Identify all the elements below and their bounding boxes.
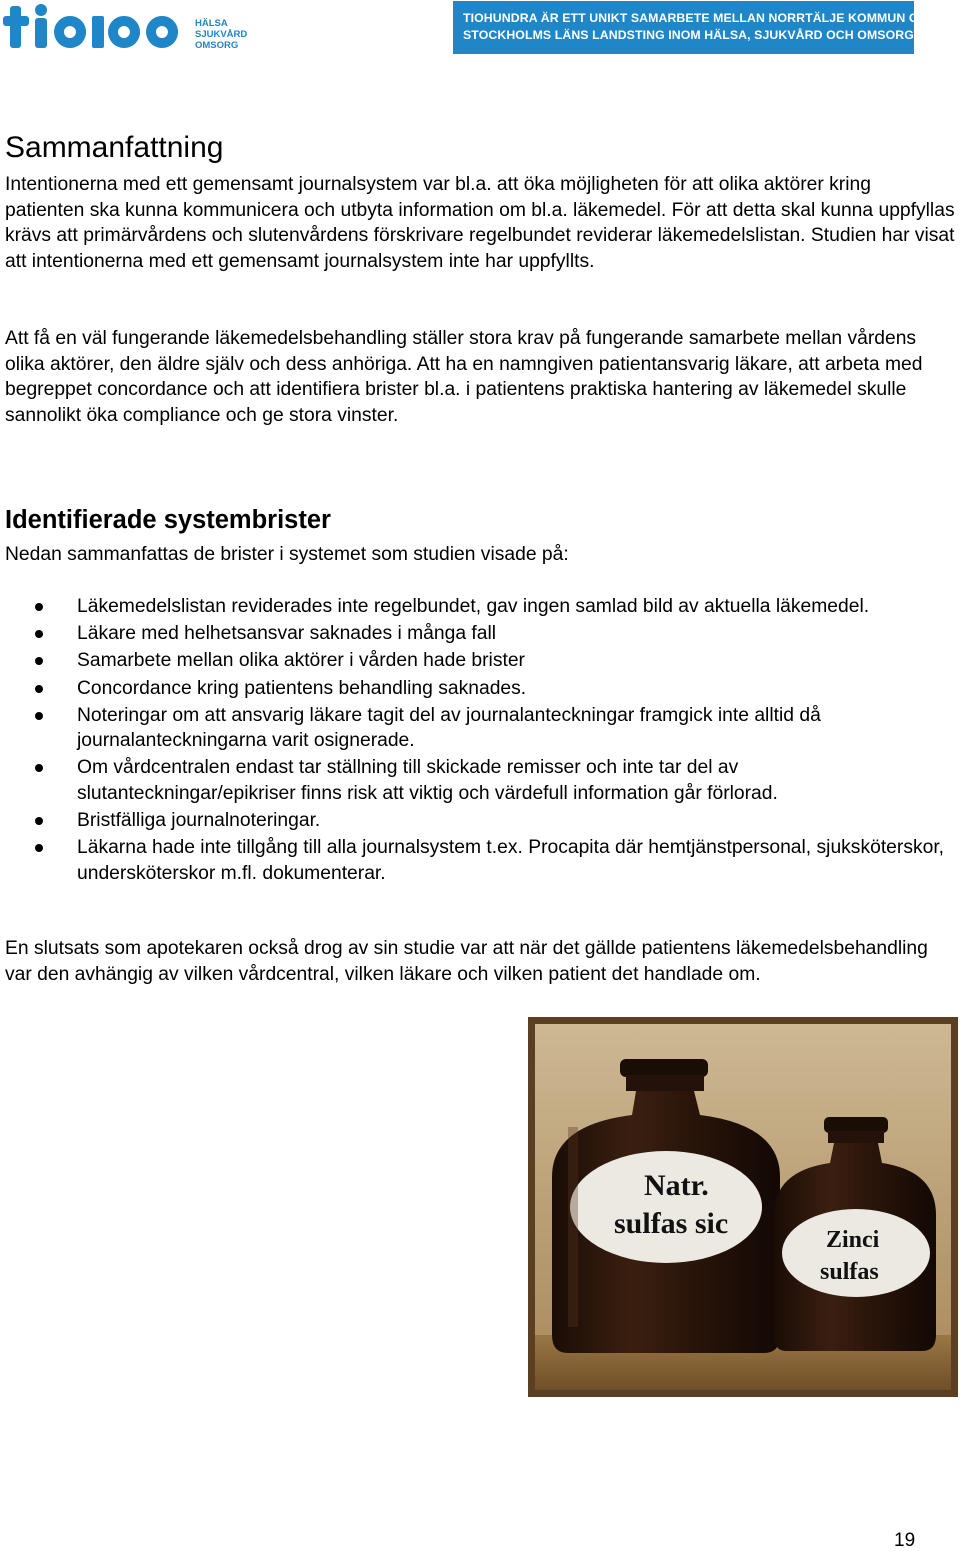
apothecary-jars-photo xyxy=(528,1017,958,1397)
list-item xyxy=(5,594,955,620)
tio100-logo xyxy=(2,2,252,54)
list-item-text: Bristfälliga journalnoteringar. xyxy=(77,810,321,832)
jar-right-label-line-2: sulfas xyxy=(820,1259,879,1285)
summary-paragraph-1: Intentionerna med ett gemensamt journalsystem var bl.a. att öka möjligheten för att olika aktörer kring patienten ska kunna kommunicera och utbyta information om bl.a. läkemedel. För att detta skal kunna uppfyllas krävs att primärvårdens och slutenvårdens förskrivare regelbundet reviderar läkemedelslistan. Studien har visat att intentionerna med ett gemensamt journalsystem inte har uppfyllts. xyxy=(5,174,955,272)
bullet-icon xyxy=(35,817,43,825)
bullet-icon xyxy=(35,685,43,693)
bullet-icon xyxy=(35,657,43,665)
bullet-icon xyxy=(35,630,43,638)
logo-tagline-line-2: SJUKVÅRD xyxy=(195,29,248,40)
tio100-logo-mark xyxy=(2,2,252,54)
bullet-icon xyxy=(35,844,43,852)
apothecary-jars-illustration xyxy=(528,1017,958,1397)
list-item xyxy=(5,755,955,806)
logo-tagline-line-3: OMSORG xyxy=(195,40,239,51)
system-flaws-intro: Nedan sammanfattas de brister i systemet som studien visade på: xyxy=(5,544,569,565)
bullet-icon xyxy=(35,603,43,611)
jar-left-label-line-1: Natr. xyxy=(644,1169,709,1202)
list-item xyxy=(5,808,955,834)
list-item-text: Läkarna hade inte tillgång till alla journalsystem t.ex. Procapita där hemtjänstpersonal, sjuksköterskor, undersköterskor m.fl. dokumenterar. xyxy=(77,837,945,884)
list-item-text: Läkemedelslistan reviderades inte regelbundet, gav ingen samlad bild av aktuella läkemedel. xyxy=(77,596,870,617)
list-item xyxy=(5,835,955,886)
banner-line-2: STOCKHOLMS LÄNS LANDSTING INOM HÄLSA, SJUKVÅRD OCH OMSORG xyxy=(463,28,914,42)
bullet-icon xyxy=(35,764,43,772)
banner-line-1: TIOHUNDRA ÄR ETT UNIKT SAMARBETE MELLAN NORRTÄLJE KOMMUN OCH xyxy=(463,11,937,25)
list-item-text: Läkare med helhetsansvar saknades i många fall xyxy=(77,623,497,645)
list-item xyxy=(5,621,955,647)
section-title-system-flaws: Identifierade systembrister xyxy=(5,506,331,534)
list-item xyxy=(5,676,955,702)
page-header xyxy=(0,0,960,56)
header-banner xyxy=(453,1,937,54)
jar-right-label-line-1: Zinci xyxy=(826,1227,880,1253)
jar-left-label-line-2: sulfas sic xyxy=(614,1207,729,1240)
system-flaws-list xyxy=(5,594,955,888)
page-number: 19 xyxy=(894,1530,916,1551)
list-item xyxy=(5,648,955,674)
section-title-summary: Sammanfattning xyxy=(5,131,224,164)
list-item-text: Samarbete mellan olika aktörer i vården hade brister xyxy=(77,650,525,672)
list-item-text: Om vårdcentralen endast tar ställning till skickade remisser och inte tar del av slutanteckningar/epikriser finns risk att viktig och värdefull information går förlorad. xyxy=(77,757,778,804)
summary-paragraph-2: Att få en väl fungerande läkemedelsbehandling ställer stora krav på fungerande samarbete mellan vårdens olika aktörer, den äldre själv och dess anhöriga. Att ha en namngiven patientansvarig läkare, att arbeta med begreppet concordance och att identifiera brister bl.a. i patientens praktiska hantering av läkemedel skulle sannolikt öka compliance och ge stora vinster. xyxy=(5,328,923,426)
list-item-text: Noteringar om att ansvarig läkare tagit del av journalanteckningar framgick inte alltid då journalanteckningarna varit osignerade. xyxy=(77,704,821,752)
conclusion-paragraph: En slutsats som apotekaren också drog av sin studie var att när det gällde patientens läkemedelsbehandling var den avhängig av vilken vårdcentral, vilken läkare och vilken patient det handlade om. xyxy=(5,938,928,985)
logo-tagline-line-1: HÄLSA xyxy=(195,18,228,29)
list-item xyxy=(5,703,955,754)
bullet-icon xyxy=(35,712,43,720)
list-item-text: Concordance kring patientens behandling saknades. xyxy=(77,677,527,699)
